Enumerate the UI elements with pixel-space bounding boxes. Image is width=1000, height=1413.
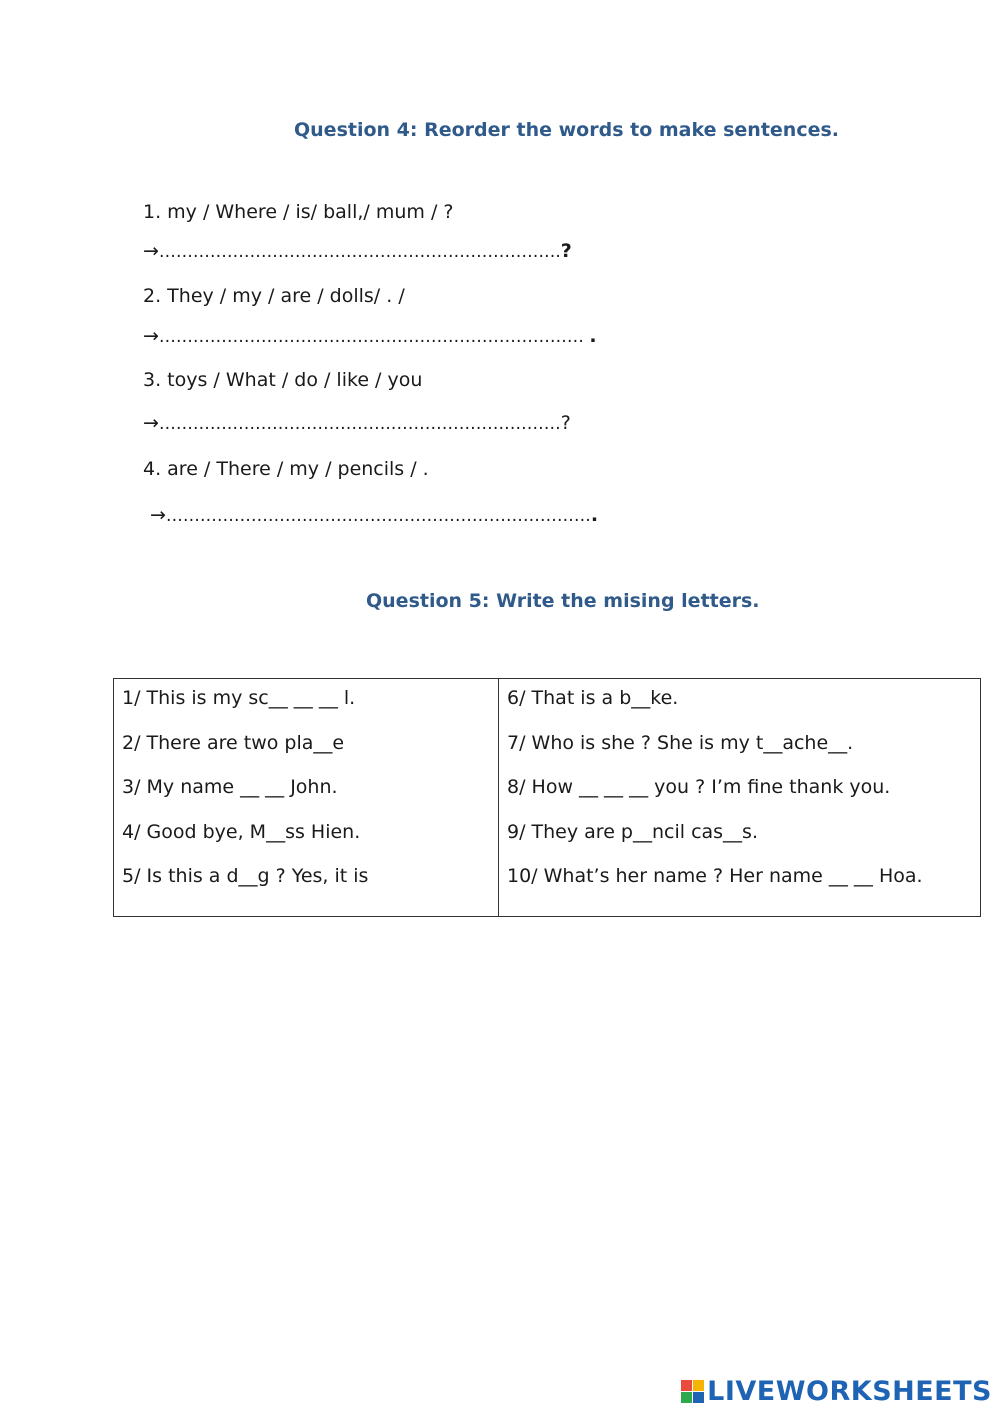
end-mark: . [590,504,599,526]
answer-dots: ………….……………………….………………………… [158,414,561,434]
answer-line-2[interactable] [143,324,597,349]
arrow-right-icon: → [143,325,159,347]
answer-dots: ………………………………………………………………… [165,506,591,526]
fill-item-9[interactable]: 9/ They are p__ncil cas__s. [507,820,758,843]
arrow-right-icon: → [143,412,159,434]
end-mark: . [589,325,597,347]
end-mark: ? [560,240,572,262]
answer-dots: ……………………………………………….……………. [158,242,561,262]
missing-letters-table [113,678,981,917]
fill-item-8[interactable]: 8/ How __ __ __ you ? I’m fine thank you. [507,776,891,798]
question-4-heading: Question 4: Reorder the words to make sentences. [294,119,840,141]
fill-item-7[interactable]: 7/ Who is she ? She is my t__ache__. [507,731,854,754]
logo-square-2 [693,1380,704,1391]
fill-item-3[interactable]: 3/ My name __ __ John. [122,776,338,798]
fill-item-1[interactable]: 1/ This is my sc__ __ __ l. [122,687,356,709]
fill-item-6[interactable]: 6/ That is a b__ke. [507,687,679,709]
question-5-heading: Question 5: Write the mising letters. [366,590,760,612]
arrow-right-icon: → [150,504,166,526]
brand-logo-icon [681,1380,704,1403]
logo-square-3 [681,1392,692,1403]
reorder-prompt-4: 4. are / There / my / pencils / . [143,458,429,480]
answer-line-1[interactable] [143,239,572,264]
answer-dots: ………………………………………………………………… [158,327,590,347]
reorder-prompt-2: 2. They / my / are / dolls/ . / [143,285,405,307]
answer-line-4[interactable] [150,503,598,528]
brand-name: LIVEWORKSHEETS [707,1376,992,1407]
right-column [499,679,981,917]
fill-item-4[interactable]: 4/ Good bye, M__ss Hien. [122,820,361,843]
left-column [114,679,499,917]
liveworksheets-logo [681,1376,992,1407]
arrow-right-icon: → [143,240,159,262]
answer-line-3[interactable] [143,411,571,436]
end-mark: ? [560,412,571,434]
reorder-prompt-3: 3. toys / What / do / like / you [143,369,423,391]
fill-item-2[interactable]: 2/ There are two pla__e [122,731,345,754]
logo-square-1 [681,1380,692,1391]
fill-item-5[interactable]: 5/ Is this a d__g ? Yes, it is [122,865,369,887]
reorder-prompt-1: 1. my / Where / is/ ball,/ mum / ? [143,201,454,223]
fill-item-10[interactable]: 10/ What’s her name ? Her name __ __ Hoa. [507,865,923,887]
logo-square-4 [693,1392,704,1403]
